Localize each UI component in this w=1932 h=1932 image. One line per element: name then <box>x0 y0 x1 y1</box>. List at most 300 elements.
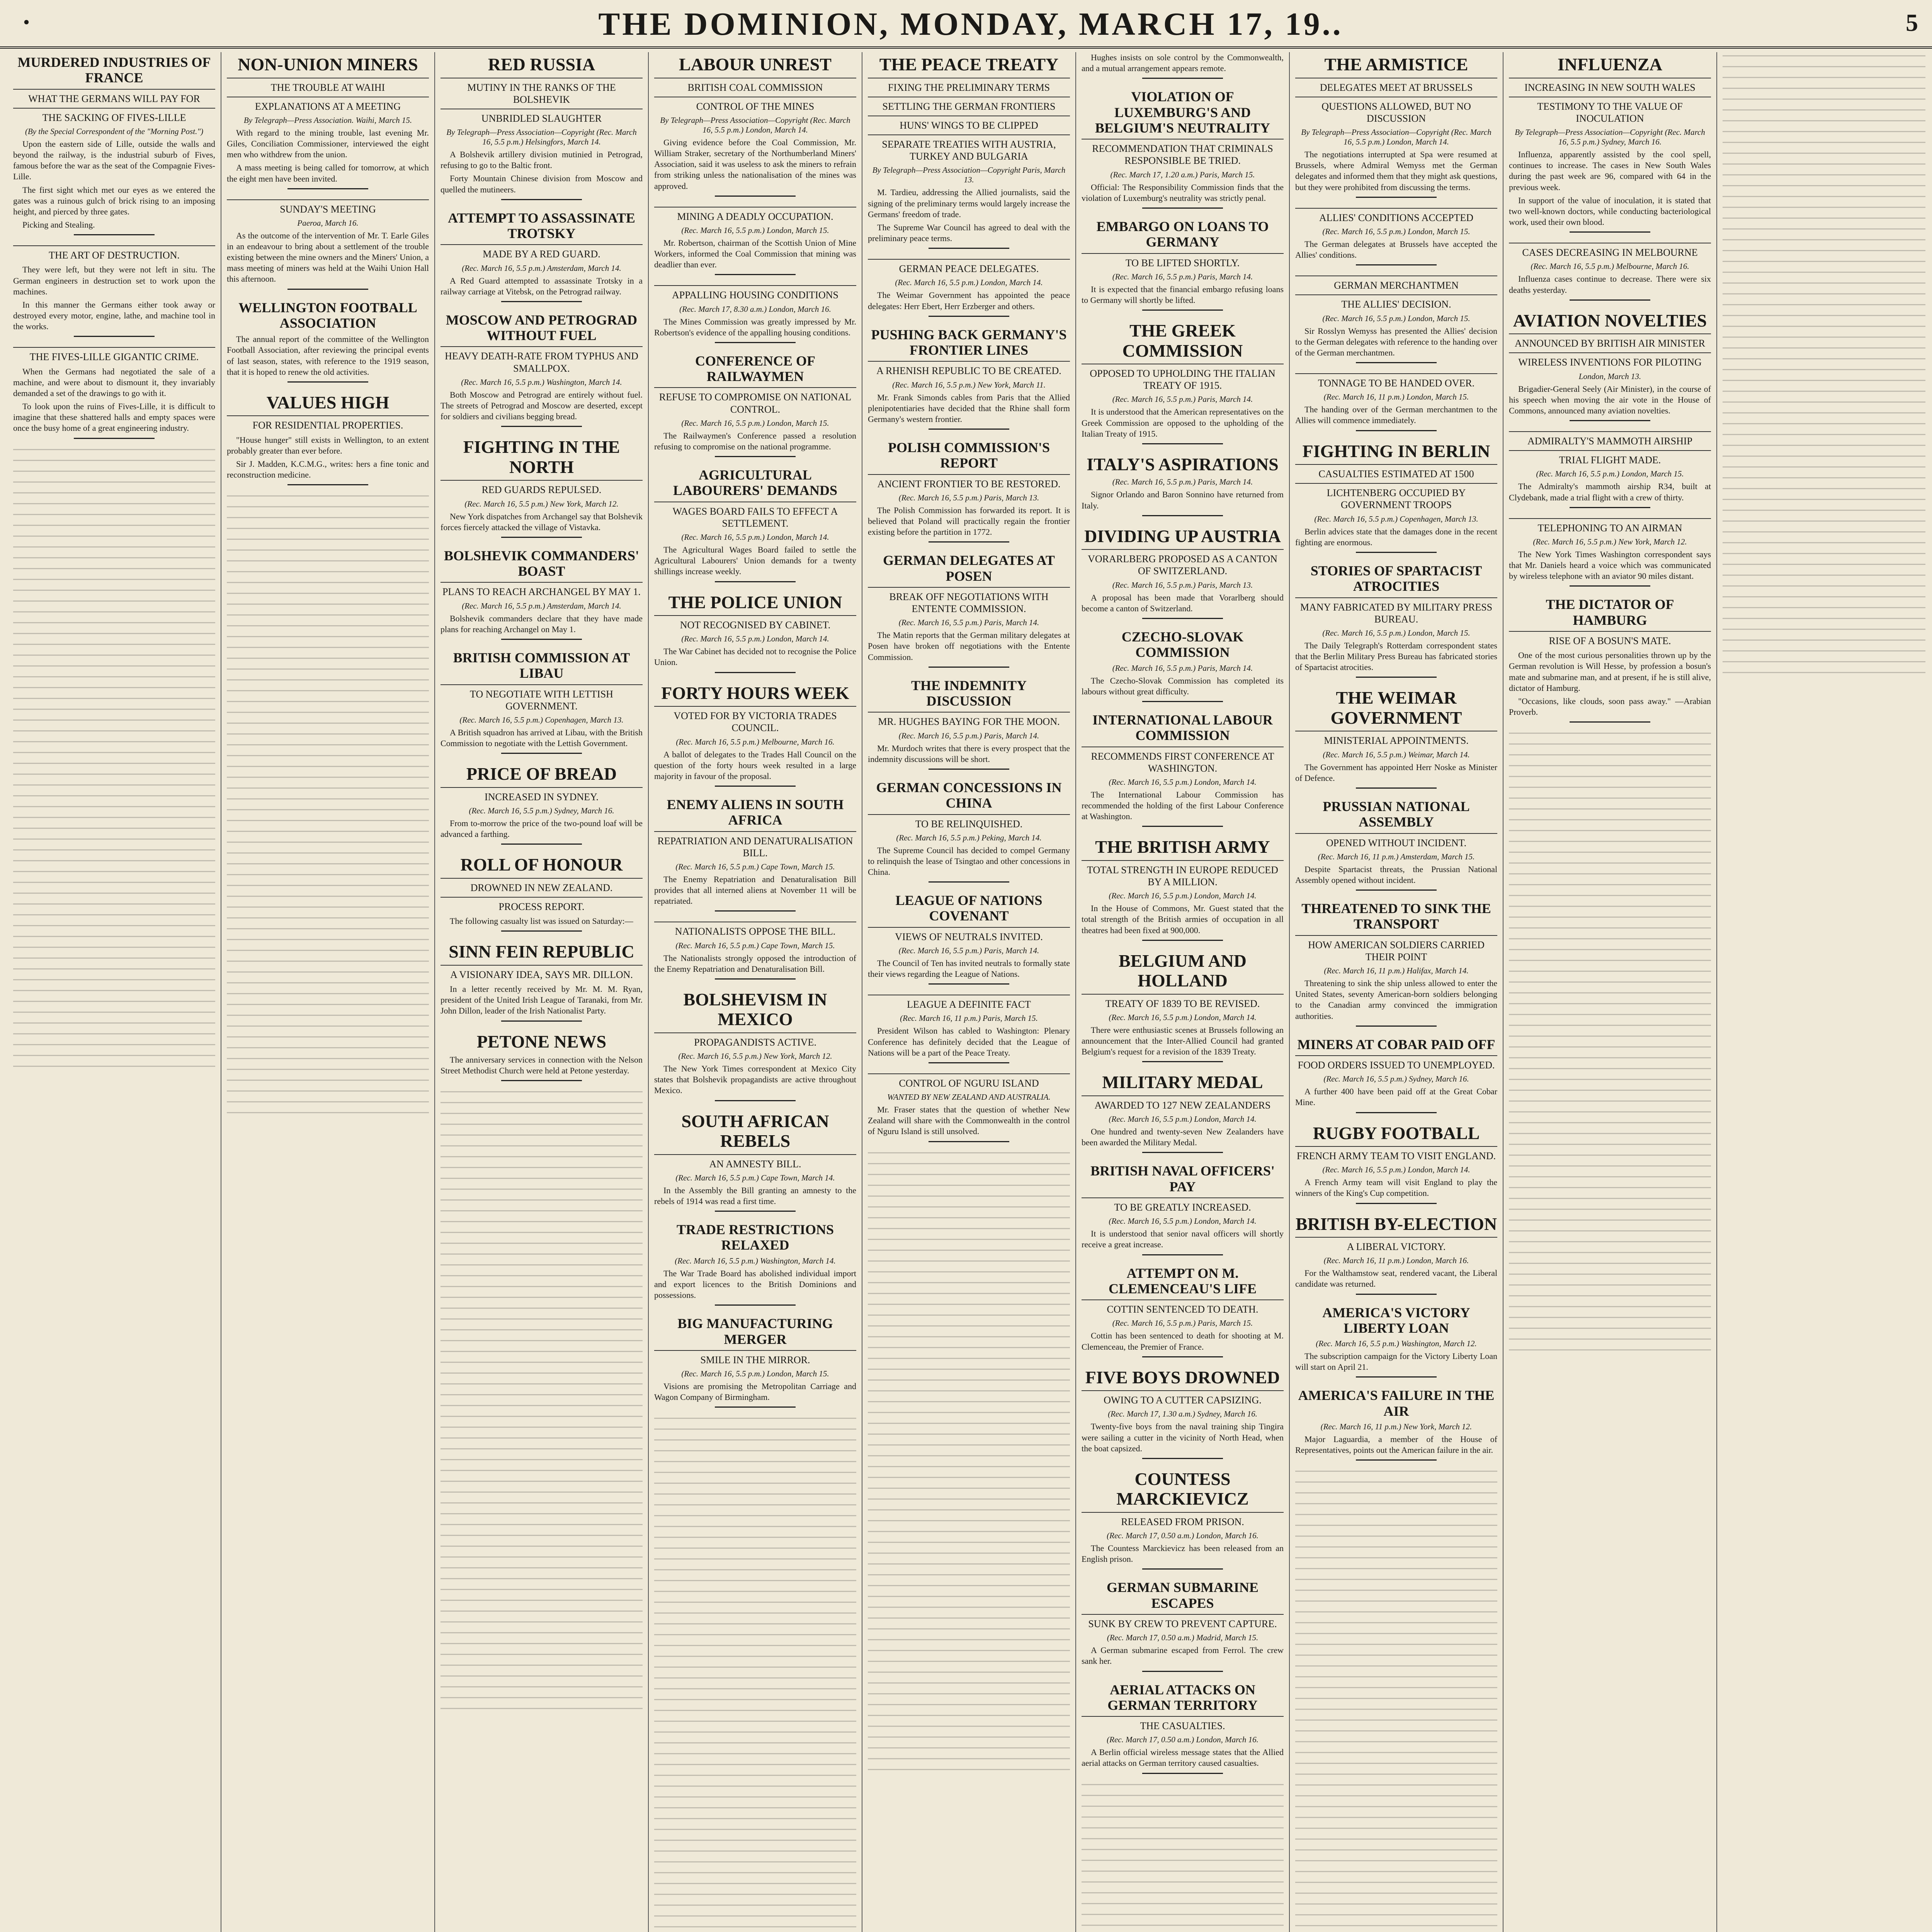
article <box>1082 321 1284 444</box>
article-paragraph: The first sight which met our eyes as we entered the gates was a ruinous gulch of brick rising to an imposing height, and pierced by three gates. <box>13 185 215 216</box>
article-dateline: (Rec. March 16, 5.5 p.m.) Melbourne, March 16. <box>1531 262 1689 271</box>
article-paragraph: "Occasions, like clouds, soon pass away." —Arabian Proverb. <box>1509 696 1711 717</box>
article-paragraph: It is expected that the financial embargo refusing loans to Germany will shortly be lifted. <box>1082 284 1284 305</box>
article-headline: GERMAN DELEGATES AT POSEN <box>883 553 1055 584</box>
article-divider <box>1142 443 1223 444</box>
article-body <box>1295 526 1497 548</box>
article-divider <box>1356 1203 1437 1204</box>
article-divider <box>929 248 1009 249</box>
article-dateline: (Rec. March 16, 5.5 p.m.) London, March 15. <box>681 225 829 235</box>
article-paragraph: Bolshevik commanders declare that they have made plans for reaching Archangel on May 1. <box>440 613 643 634</box>
article-body <box>654 316 856 338</box>
article-paragraph: The Mines Commission was greatly impressed by Mr. Robertson's evidence of the appalling housing conditions. <box>654 316 856 337</box>
article-paragraph: Both Moscow and Petrograd are entirely without fuel. The streets of Petrograd and Moscow are deserted, except for soldiers and civilians begging bread. <box>440 389 643 422</box>
article-dateline: (Rec. March 16, 5.5 p.m.) Sydney, March 16. <box>469 806 614 815</box>
article-dateline: By Telegraph—Press Association—Copyright (Rec. March 16, 5.5 p.m.) London, March 14. <box>1301 128 1492 147</box>
article-body <box>1295 1351 1497 1372</box>
article-paragraph: M. Tardieu, addressing the Allied journalists, said the signing of the preliminary terms would largely increase the Germans' freedom of trade. <box>868 187 1070 219</box>
article-body <box>1295 1177 1497 1199</box>
article <box>440 855 643 932</box>
article-divider <box>74 336 155 337</box>
article <box>1082 837 1284 940</box>
article-body <box>868 290 1070 311</box>
article <box>440 312 643 427</box>
article-subheading: DROWNED IN NEW ZEALAND. <box>440 878 643 894</box>
article-divider <box>929 881 1009 883</box>
article-dateline: By Telegraph—Press Association—Copyright (Rec. March 16, 5.5 p.m.) Sydney, March 16. <box>1515 128 1705 147</box>
article-divider <box>1570 721 1650 723</box>
article-paragraph: Threatening to sink the ship unless allowed to enter the United States, seventy American-born soldiers belonging to the Canadian army convinced the immigration authorities. <box>1295 978 1497 1021</box>
article-paragraph: In a letter recently received by Mr. M. M. Ryan, president of the United Irish League of Taranaki, from Mr. John Dillon, leader of the Irish Nationalist Party. <box>440 984 643 1016</box>
article-subheading: LEAGUE A DEFINITE FACT <box>868 995 1070 1010</box>
article-subheading: NOT RECOGNISED BY CABINET. <box>654 615 856 631</box>
page-number: 5 <box>1906 9 1918 36</box>
article-paragraph: The Czecho-Slovak Commission has completed its labours without great difficulty. <box>1082 675 1284 696</box>
article <box>440 54 643 200</box>
article-subheading: CASUALTIES ESTIMATED AT 1500 <box>1295 464 1497 480</box>
article-divider <box>715 342 796 343</box>
article <box>654 592 856 673</box>
article-subheading: TO BE RELINQUISHED. <box>868 814 1070 830</box>
article-headline: MINERS AT COBAR PAID OFF <box>1297 1036 1495 1052</box>
article-headline: BELGIUM AND HOLLAND <box>1119 951 1247 991</box>
article-dateline: (Rec. March 16, 5.5 p.m.) Copenhagen, March 13. <box>459 715 624 724</box>
article-paragraph: Hughes insists on sole control by the Commonwealth, and a mutual arrangement appears remote. <box>1082 53 1284 73</box>
article-paragraph: In the House of Commons, Mr. Guest stated that the total strength of the British armies of occupation in all theatres had been fixed at 900,000. <box>1082 903 1284 935</box>
article-divider <box>501 844 582 845</box>
article-subheading: EXPLANATIONS AT A MEETING <box>227 97 429 112</box>
article-dateline: (Rec. March 16, 5.5 p.m.) Amsterdam, March 14. <box>462 263 621 273</box>
article <box>1082 1469 1284 1570</box>
article-dateline: (By the Special Correspondent of the "Morning Post.") <box>25 127 204 136</box>
article-body <box>1509 149 1711 228</box>
article-body <box>440 613 643 635</box>
article-headline: ATTEMPT TO ASSASSINATE TROTSKY <box>448 210 635 242</box>
article-body <box>1509 481 1711 503</box>
article-subheading: PLANS TO REACH ARCHANGEL BY MAY 1. <box>440 582 643 598</box>
article <box>868 327 1070 430</box>
article-dateline: (Rec. March 16, 5.5 p.m.) London, March 15. <box>1322 226 1470 236</box>
article-subheading: A RHENISH REPUBLIC TO BE CREATED. <box>868 361 1070 377</box>
article-subheading: TRIAL FLIGHT MADE. <box>1509 450 1711 466</box>
article-paragraph: A proposal has been made that Vorarlberg should become a canton of Switzerland. <box>1082 592 1284 613</box>
article-body <box>868 743 1070 765</box>
article-body <box>440 727 643 749</box>
article-paragraph: It is understood that the American representatives on the Greek Commission are opposed to the upholding of the Italian Treaty of 1915. <box>1082 407 1284 439</box>
article-divider <box>1142 826 1223 827</box>
article <box>440 650 643 754</box>
article-paragraph: In the Assembly the Bill granting an amnesty to the rebels of 1914 was read a first time. <box>654 1185 856 1206</box>
article-subheading: CONTROL OF THE MINES <box>654 97 856 112</box>
article-headline: AGRICULTURAL LABOURERS' DEMANDS <box>673 467 838 498</box>
article-divider <box>287 484 368 485</box>
article-dateline: (Rec. March 16, 5.5 p.m.) London, March 15. <box>1322 628 1470 638</box>
article-paragraph: President Wilson has cabled to Washington: Plenary Conference has definitely decided that the League of Nations will be a part of the Peace Treaty. <box>868 1026 1070 1058</box>
article <box>868 678 1070 770</box>
article-dateline: (Rec. March 16, 5.5 p.m.) London, March 14. <box>1109 777 1257 787</box>
article-body <box>1295 762 1497 784</box>
article-headline: TRADE RESTRICTIONS RELAXED <box>676 1222 834 1253</box>
article-dateline: (Rec. March 16, 5.5 p.m.) London, March 14. <box>681 532 829 542</box>
article-paragraph: The Enemy Repatriation and Denaturalisation Bill provides that all interned aliens at November 11 will be repatriated. <box>654 874 856 906</box>
article-paragraph: Mr. Robertson, chairman of the Scottish Union of Mine Workers, informed the Coal Commission that mining was deadlier than ever. <box>654 238 856 270</box>
article-paragraph: One hundred and twenty-seven New Zealanders have been awarded the Military Medal. <box>1082 1127 1284 1148</box>
article-subheading: NATIONALISTS OPPOSE THE BILL. <box>654 922 856 937</box>
article-divider <box>715 672 796 673</box>
article-headline: THE BRITISH ARMY <box>1095 837 1270 857</box>
article-divider <box>287 381 368 383</box>
article-paragraph: Upon the eastern side of Lille, outside the walls and beyond the railway, is the industrial suburb of Fives, famous before the war as the seat of the Compagnie Fives-Lille. <box>13 139 215 182</box>
newspaper-title: THE DOMINION, MONDAY, MARCH 17, 19.. <box>598 6 1343 42</box>
article-subheading: TESTIMONY TO THE VALUE OF INOCULATION <box>1509 97 1711 124</box>
article-body <box>1082 592 1284 614</box>
article-subheading: FOR RESIDENTIAL PROPERTIES. <box>227 415 429 431</box>
article-paragraph: A Red Guard attempted to assassinate Trotsky in a railway carriage at Vitebsk, on the Petrograd railway. <box>440 276 643 296</box>
article-subheading: THE SACKING OF FIVES-LILLE <box>13 108 215 124</box>
article-dateline: (Rec. March 16, 11 p.m.) London, March 15. <box>1323 392 1469 402</box>
article-subheading: RECOMMENDATION THAT CRIMINALS RESPONSIBLE BE TRIED. <box>1082 139 1284 167</box>
article-divider <box>501 301 582 302</box>
article-subheading: MUTINY IN THE RANKS OF THE BOLSHEVIK <box>440 78 643 105</box>
article <box>1082 1163 1284 1255</box>
article-divider <box>929 667 1009 668</box>
article-headline: PUSHING BACK GERMANY'S FRONTIER LINES <box>871 327 1067 358</box>
article-body <box>1082 284 1284 306</box>
article-paragraph: Twenty-five boys from the naval training ship Tingira were sailing a cutter in the vicinity of North Head, when the boat capsized. <box>1082 1422 1284 1453</box>
article-paragraph: A further 400 have been paid off at the Great Cobar Mine. <box>1295 1087 1497 1107</box>
article-headline: COUNTESS MARCKIEVICZ <box>1116 1469 1249 1509</box>
article-subheading: VIEWS OF NEUTRALS INVITED. <box>868 927 1070 943</box>
article <box>1295 1305 1497 1378</box>
article-headline: BRITISH COMMISSION AT LIBAU <box>453 650 630 681</box>
article-divider <box>501 1080 582 1081</box>
article-dateline: (Rec. March 16, 5.5 p.m.) Cape Town, March 15. <box>675 940 835 950</box>
article <box>1082 1072 1284 1153</box>
article-subheading: MADE BY A RED GUARD. <box>440 244 643 260</box>
article-body <box>227 128 429 184</box>
article-dateline: (Rec. March 16, 5.5 p.m.) Paris, March 13. <box>1112 580 1253 590</box>
article-divider <box>1570 299 1650 301</box>
article-body <box>654 238 856 270</box>
article-subheading: SUNK BY CREW TO PREVENT CAPTURE. <box>1082 1614 1284 1630</box>
article <box>1295 901 1497 1027</box>
article-body <box>1295 640 1497 673</box>
article-dateline: (Rec. March 16, 5.5 p.m.) New York, March 12. <box>464 499 619 509</box>
article <box>227 199 429 290</box>
article-subheading: HOW AMERICAN SOLDIERS CARRIED THEIR POINT <box>1295 935 1497 963</box>
article-headline: AMERICA'S VICTORY LIBERTY LOAN <box>1322 1304 1470 1336</box>
article-headline: STORIES OF SPARTACIST ATROCITIES <box>1310 563 1482 594</box>
article <box>227 393 429 485</box>
article-divider <box>715 978 796 980</box>
article <box>868 893 1070 985</box>
article <box>1509 311 1711 421</box>
article-dateline: By Telegraph—Press Association. Waihi, March 15. <box>243 115 412 125</box>
article <box>13 347 215 439</box>
article-paragraph: Visions are promising the Metropolitan Carriage and Wagon Company of Birmingham. <box>654 1381 856 1402</box>
article-subheading: RELEASED FROM PRISON. <box>1082 1512 1284 1528</box>
article <box>1295 441 1497 553</box>
article-paragraph: There were enthusiastic scenes at Brussels following an announcement that the Inter-Allied Council had granted Belgium's request for a revision of the 1839 Treaty. <box>1082 1025 1284 1057</box>
column-text-lines <box>1082 1784 1284 1932</box>
article-paragraph: The Government has appointed Herr Noske as Minister of Defence. <box>1295 762 1497 783</box>
article <box>440 942 643 1021</box>
article-body <box>440 916 643 927</box>
article-subheading: TOTAL STRENGTH IN EUROPE REDUCED BY A MILLION. <box>1082 860 1284 888</box>
article-divider <box>1142 78 1223 79</box>
article-subheading: HUNS' WINGS TO BE CLIPPED <box>868 116 1070 131</box>
article-dateline: (Rec. March 17, 8.30 a.m.) London, March 16. <box>679 304 831 314</box>
article <box>440 1032 643 1082</box>
article-subheading: TO NEGOTIATE WITH LETTISH GOVERNMENT. <box>440 684 643 712</box>
article-headline: ITALY'S ASPIRATIONS <box>1087 454 1279 474</box>
article-dateline: (Rec. March 16, 5.5 p.m.) Melbourne, March 16. <box>676 737 835 747</box>
article-subheading: WIRELESS INVENTIONS FOR PILOTING <box>1509 352 1711 368</box>
article-dateline: (Rec. March 16, 5.5 p.m.) New York, March 12. <box>678 1051 832 1061</box>
article-headline: MURDERED INDUSTRIES OF FRANCE <box>17 54 211 86</box>
article-subheading: REFUSE TO COMPROMISE ON NATIONAL CONTROL. <box>654 387 856 415</box>
article-divider <box>1142 1356 1223 1357</box>
article <box>1295 1123 1497 1204</box>
article <box>654 1316 856 1408</box>
article-headline: GERMAN CONCESSIONS IN CHINA <box>876 779 1062 811</box>
article-body <box>227 230 429 285</box>
article-divider <box>929 541 1009 543</box>
column-text-lines <box>440 1091 643 1709</box>
article-headline: THE INDEMNITY DISCUSSION <box>911 677 1027 709</box>
article-divider <box>929 983 1009 985</box>
article-headline: MILITARY MEDAL <box>1102 1072 1263 1092</box>
article-paragraph: The following casualty list was issued on Saturday:— <box>450 916 633 926</box>
article-headline: THE GREEK COMMISSION <box>1122 321 1243 361</box>
article-headline: CZECHO-SLOVAK COMMISSION <box>1121 629 1244 660</box>
article-paragraph: A Bolshevik artillery division mutinied in Petrograd, refusing to go to the Baltic front. <box>440 150 643 170</box>
article-dateline: (Rec. March 16, 5.5 p.m.) Amsterdam, March 14. <box>462 601 621 611</box>
article-body <box>1082 1645 1284 1667</box>
article-subheading: BRITISH COAL COMMISSION <box>654 78 856 94</box>
article-paragraph: "House hunger" still exists in Wellington, to an extent probably greater than ever before. <box>227 435 429 456</box>
article <box>440 548 643 640</box>
article-headline: FIGHTING IN THE NORTH <box>463 437 620 477</box>
article-paragraph: Despite Spartacist threats, the Prussian National Assembly opened without incident. <box>1295 864 1497 885</box>
article-body <box>1082 1543 1284 1565</box>
article-paragraph: The negotiations interrupted at Spa were resumed at Brussels, where Admiral Wemyss met the German delegates and informed them that they might ask questions, but they were prohibited from discussing the terms. <box>1295 150 1497 192</box>
article-dateline: (Rec. March 16, 5.5 p.m.) London, March 14. <box>1109 1114 1257 1124</box>
article <box>654 207 856 276</box>
article <box>1295 208 1497 266</box>
article-body <box>440 276 643 297</box>
article-paragraph: The International Labour Commission has recommended the holding of the first Labour Conference at Washington. <box>1082 789 1284 821</box>
article-body <box>227 334 429 378</box>
article-paragraph: Signor Orlando and Baron Sonnino have returned from Italy. <box>1082 490 1284 510</box>
article <box>654 990 856 1101</box>
article-paragraph: The New York Times Washington correspondent says that Mr. Daniels heard a voice which was communicated by wireless telephone with an aviator 90 miles distant. <box>1509 549 1711 581</box>
article-divider <box>1356 1294 1437 1295</box>
article-body <box>654 1381 856 1403</box>
article-divider <box>1356 787 1437 789</box>
article-subheading: FRENCH ARMY TEAM TO VISIT ENGLAND. <box>1295 1146 1497 1162</box>
article-divider <box>715 1211 796 1212</box>
article-paragraph: A French Army team will visit England to play the winners of the King's Cup competition. <box>1295 1177 1497 1198</box>
article-subheading: ANCIENT FRONTIER TO BE RESTORED. <box>868 474 1070 490</box>
article-paragraph: One of the most curious personalities thrown up by the German revolution is Will Hesse, by profession a bosun's mate and submarine man, and at present, if he is still alive, dictator of Hamburg. <box>1509 650 1711 693</box>
article-body <box>1295 1086 1497 1108</box>
article <box>654 54 856 197</box>
article-divider <box>715 1406 796 1408</box>
article-divider <box>1142 310 1223 311</box>
article-headline: POLISH COMMISSION'S REPORT <box>888 440 1050 471</box>
article-subheading: CASES DECREASING IN MELBOURNE <box>1509 243 1711 259</box>
article <box>1295 563 1497 678</box>
article <box>1082 219 1284 311</box>
masthead-mark: • <box>23 12 30 32</box>
article-dateline: (Rec. March 16, 5.5 p.m.) Weimar, March 14. <box>1323 750 1470 759</box>
article-dateline: (Rec. March 16, 5.5 p.m.) London, March 15. <box>681 1369 829 1379</box>
article-divider <box>1142 207 1223 209</box>
article-headline: WELLINGTON FOOTBALL ASSOCIATION <box>238 299 417 331</box>
article-paragraph: With regard to the mining trouble, last evening Mr. Giles, Conciliation Commissioner, interviewed the eight men who withdrew from the union. <box>227 128 429 160</box>
article-subheading: MANY FABRICATED BY MILITARY PRESS BUREAU. <box>1295 597 1497 625</box>
article-subheading: REPATRIATION AND DENATURALISATION BILL. <box>654 831 856 859</box>
article-divider <box>715 910 796 912</box>
article-subheading: TONNAGE TO BE HANDED OVER. <box>1295 373 1497 389</box>
article <box>1082 52 1284 79</box>
article <box>654 285 856 343</box>
article-paragraph: A mass meeting is being called for tomorrow, at which the eight men have been invited. <box>227 163 429 184</box>
article-subheading: SUNDAY'S MEETING <box>227 199 429 215</box>
masthead <box>0 0 1932 49</box>
article-body <box>654 749 856 782</box>
article-body <box>1082 489 1284 511</box>
article <box>1509 518 1711 587</box>
article-subheading: VORARLBERG PROPOSED AS A CANTON OF SWITZERLAND. <box>1082 549 1284 577</box>
article-dateline: (Rec. March 16, 5.5 p.m.) Paris, March 14. <box>1112 477 1253 487</box>
article-divider <box>1142 1061 1223 1062</box>
article <box>1082 1580 1284 1672</box>
article-dateline: (Rec. March 16, 5.5 p.m.) Paris, March 14. <box>1112 395 1253 404</box>
article-paragraph: Official: The Responsibility Commission finds that the violation of Luxemburg's neutrality was strictly penal. <box>1082 182 1284 203</box>
article-dateline: (Rec. March 16, 5.5 p.m.) London, March 14. <box>1322 1165 1470 1175</box>
article-dateline: (Rec. March 16, 5.5 p.m.) Paris, March 14. <box>1112 663 1253 673</box>
article-divider <box>501 537 582 538</box>
article <box>1082 712 1284 827</box>
article-paragraph: The anniversary services in connection with the Nelson Street Methodist Church were held at Petone yesterday. <box>440 1055 643 1076</box>
article-body <box>868 1104 1070 1137</box>
article <box>1295 54 1497 198</box>
article-subheading: SEPARATE TREATIES WITH AUSTRIA, TURKEY AND BULGARIA <box>868 134 1070 162</box>
article-dateline: By Telegraph—Press Association—Copyright (Rec. March 16, 5.5 p.m.) London, March 14. <box>660 115 850 134</box>
article-dateline: (Rec. March 16, 5.5 p.m.) New York, March 12. <box>1533 537 1687 546</box>
article-paragraph: A ballot of delegates to the Trades Hall Council on the question of the forty hours week resulted in a large majority in favour of the proposal. <box>654 749 856 781</box>
article <box>654 353 856 457</box>
article-subheading: LICHTENBERG OCCUPIED BY GOVERNMENT TROOPS <box>1295 483 1497 511</box>
article-subheading: THE ALLIES' DECISION. <box>1295 294 1497 310</box>
article-body <box>1082 1025 1284 1057</box>
article-subheading: COTTIN SENTENCED TO DEATH. <box>1082 1299 1284 1315</box>
article <box>1295 373 1497 431</box>
article-dateline: (Rec. March 16, 5.5 p.m.) London, March 14. <box>1109 1216 1257 1226</box>
article-headline: ENEMY ALIENS IN SOUTH AFRICA <box>667 796 844 828</box>
article-divider <box>1142 940 1223 941</box>
article-body <box>1295 404 1497 426</box>
article-subheading: OPENED WITHOUT INCIDENT. <box>1295 833 1497 849</box>
article-dateline: (Rec. March 16, 5.5 p.m.) London, March 15. <box>1536 469 1684 479</box>
article-body <box>440 511 643 533</box>
article-dateline: (Rec. March 17, 0.50 a.m.) Madrid, March 15. <box>1107 1633 1259 1643</box>
article-divider <box>74 438 155 439</box>
article-headline: PRUSSIAN NATIONAL ASSEMBLY <box>1323 798 1470 830</box>
column-text-lines <box>1723 55 1925 673</box>
article-divider <box>1142 1458 1223 1459</box>
article-paragraph: The War Trade Board has abolished individual import and export licences to the British Dominions and possessions. <box>654 1268 856 1300</box>
article-headline: BOLSHEVISM IN MEXICO <box>683 989 827 1029</box>
article-body <box>1082 1421 1284 1454</box>
article-subheading: WHAT THE GERMANS WILL PAY FOR <box>13 89 215 105</box>
article-headline: THE DICTATOR OF HAMBURG <box>1546 597 1674 628</box>
article-body <box>1295 326 1497 358</box>
article-divider <box>501 426 582 427</box>
article-divider <box>1356 1026 1437 1027</box>
article <box>1082 1682 1284 1774</box>
column-text-lines <box>1509 733 1711 1351</box>
article-dateline: Paeroa, March 16. <box>297 218 359 228</box>
column-1 <box>8 52 221 1932</box>
article-subheading: CONTROL OF NGURU ISLAND <box>868 1073 1070 1089</box>
article-subheading: FOOD ORDERS ISSUED TO UNEMPLOYED. <box>1295 1055 1497 1071</box>
article-subheading: TO BE LIFTED SHORTLY. <box>1082 253 1284 269</box>
article-dateline: WANTED BY NEW ZEALAND AND AUSTRALIA. <box>887 1092 1051 1102</box>
article <box>1082 454 1284 516</box>
article-headline: THE ARMISTICE <box>1324 54 1468 74</box>
article <box>1295 688 1497 789</box>
article-body <box>440 984 643 1016</box>
article-body <box>654 137 856 192</box>
article-headline: INTERNATIONAL LABOUR COMMISSION <box>1092 712 1273 743</box>
article-headline: THE POLICE UNION <box>668 592 842 612</box>
article-body <box>1082 52 1284 74</box>
article-dateline: (Rec. March 16, 5.5 p.m.) Peking, March 14. <box>896 833 1042 842</box>
article-dateline: (Rec. March 16, 11 p.m.) Halifax, March 14. <box>1324 966 1469 976</box>
article <box>654 1111 856 1212</box>
article-divider <box>1356 552 1437 553</box>
column-text-lines <box>1295 1471 1497 1932</box>
article-dateline: (Rec. March 16, 5.5 p.m.) Washington, March 14. <box>461 377 622 387</box>
article-paragraph: The Agricultural Wages Board failed to settle the Agricultural Labourers' Union demands for a twenty shillings increase weekly. <box>654 545 856 577</box>
article-paragraph: Berlin advices state that the damages done in the recent fighting are enormous. <box>1295 526 1497 547</box>
article-divider <box>1356 430 1437 431</box>
article-dateline: (Rec. March 16, 5.5 p.m.) Cape Town, March 15. <box>675 862 835 871</box>
article-paragraph: Brigadier-General Seely (Air Minister), in the course of his speech when moving the air vote in the House of Commons, announced many aviation novelties. <box>1509 384 1711 415</box>
article-paragraph: As the outcome of the intervention of Mr. T. Earle Giles in an endeavour to bring about a settlement of the trouble existing between the mine owners and the Miners' Union, a mass meeting of miners was held at the Waihi Union Hall this afternoon. <box>227 230 429 284</box>
article <box>654 683 856 787</box>
article-divider <box>1142 1254 1223 1255</box>
article <box>440 437 643 538</box>
article-dateline: By Telegraph—Press Association—Copyright Paris, March 13. <box>872 165 1066 185</box>
article-subheading: HEAVY DEATH-RATE FROM TYPHUS AND SMALLPOX. <box>440 346 643 374</box>
article-subheading: THE TROUBLE AT WAIHI <box>227 78 429 94</box>
article-paragraph: In this manner the Germans either took away or destroyed every motor, engine, lathe, and machine tool in the works. <box>13 299 215 332</box>
article-headline: CONFERENCE OF RAILWAYMEN <box>695 353 815 384</box>
article <box>1509 54 1711 233</box>
article-divider <box>74 234 155 235</box>
article <box>868 1073 1070 1142</box>
article-paragraph: Influenza, apparently assisted by the cool spell, continues to increase. The cases in New South Wales during the past week are 96, compared with 64 in the previous week. <box>1509 150 1711 192</box>
article-dateline: (Rec. March 16, 5.5 p.m.) Paris, March 14. <box>898 618 1039 628</box>
article-body <box>13 264 215 332</box>
article-subheading: BREAK OFF NEGOTIATIONS WITH ENTENTE COMMISSION. <box>868 587 1070 615</box>
article-headline: GERMAN SUBMARINE ESCAPES <box>1106 1580 1259 1611</box>
article-divider <box>1356 677 1437 678</box>
